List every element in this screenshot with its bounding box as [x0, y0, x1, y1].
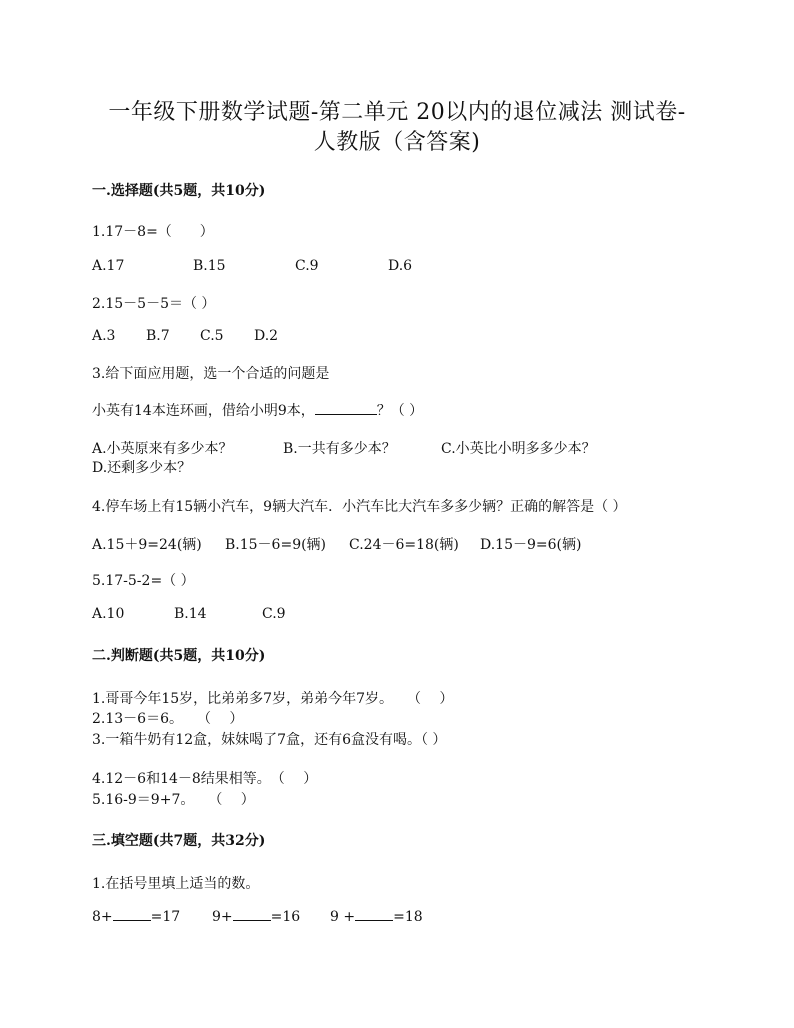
s1-q2-option-b: B.7 — [146, 328, 170, 344]
s2-question2: 2.13－6＝6。 （ ） — [92, 711, 244, 727]
s1-q2-option-a: A.3 — [92, 328, 116, 344]
s1-q2-option-d: D.2 — [254, 328, 279, 344]
s1-question3: 3.给下面应用题，选一个合适的问题是 — [92, 366, 330, 382]
fill-2-prefix: 9+ — [212, 909, 233, 925]
s1-q5-option-a: A.10 — [92, 606, 125, 622]
s1-q3-option-c: C.小英比小明多多少本？ — [441, 441, 596, 457]
fill-2-suffix: =16 — [270, 909, 301, 925]
fill-blank[interactable] — [233, 908, 271, 921]
s2-question5: 5.16-9＝9+7。 （ ） — [92, 792, 255, 808]
fill-item-2 — [212, 908, 300, 925]
s1-q4-option-a: A.15＋9=24(辆) — [92, 537, 202, 553]
s1-question1: 1.17－8=（ ） — [92, 224, 214, 240]
s1-question2: 2.15－5－5＝（ ） — [92, 296, 216, 312]
fill-1-prefix: 8+ — [92, 909, 113, 925]
s1-q4-option-c: C.24－6=18(辆) — [349, 537, 459, 553]
section3-heading: 三.填空题(共7题，共32分) — [92, 833, 266, 849]
s2-question1: 1.哥哥今年15岁，比弟弟多7岁，弟弟今年7岁。 （ ） — [92, 691, 454, 707]
s3-question1: 1.在括号里填上适当的数。 — [92, 876, 260, 892]
s2-question3: 3.一箱牛奶有12盒，妹妹喝了7盒，还有6盒没有喝。（ ） — [92, 732, 447, 748]
page-title-line1: 一年级下册数学试题-第二单元 20以内的退位减法 测试卷- — [108, 100, 686, 125]
s2-question4: 4.12－6和14－8结果相等。 （ ） — [92, 771, 318, 787]
s1-q1-option-a: A.17 — [92, 258, 125, 274]
s1-q3-sub-after: ？（ ） — [376, 403, 424, 419]
s1-q5-option-c: C.9 — [262, 606, 286, 622]
fill-item-3 — [330, 908, 423, 925]
s1-question4: 4.停车场上有15辆小汽车，9辆大汽车．小汽车比大汽车多多少辆？正确的解答是（ ） — [92, 499, 627, 515]
section1-heading: 一.选择题(共5题，共10分) — [92, 183, 266, 199]
fill-blank[interactable] — [113, 908, 151, 921]
fill-1-suffix: =17 — [150, 909, 181, 925]
fill-3-suffix: =18 — [393, 909, 423, 925]
fill-3-prefix: 9 + — [330, 909, 356, 925]
s1-q2-option-c: C.5 — [200, 328, 224, 344]
s1-q3-option-b: B.一共有多少本？ — [283, 441, 396, 457]
s1-q4-option-d: D.15－9=6(辆) — [480, 537, 582, 553]
s1-q3-option-d: D.还剩多少本？ — [92, 460, 192, 476]
section2-heading: 二.判断题(共5题，共10分) — [92, 648, 266, 664]
s1-q4-option-b: B.15－6=9(辆) — [225, 537, 327, 553]
fill-item-1 — [92, 908, 180, 925]
s1-q3-option-a: A.小英原来有多少本？ — [92, 441, 233, 457]
s1-q3-sub-before: 小英有14本连环画，借给小明9本， — [92, 403, 315, 419]
page-title-line2: 人教版（含答案) — [313, 130, 481, 155]
s1-q1-option-d: D.6 — [388, 258, 413, 274]
s1-q1-option-b: B.15 — [193, 258, 226, 274]
s1-q3-subtext — [92, 400, 423, 420]
s1-q5-option-b: B.14 — [174, 606, 207, 622]
s1-q1-option-c: C.9 — [295, 258, 319, 274]
answer-blank[interactable] — [315, 400, 377, 415]
s1-question5: 5.17-5-2=（ ） — [92, 573, 195, 589]
fill-blank[interactable] — [355, 908, 393, 921]
